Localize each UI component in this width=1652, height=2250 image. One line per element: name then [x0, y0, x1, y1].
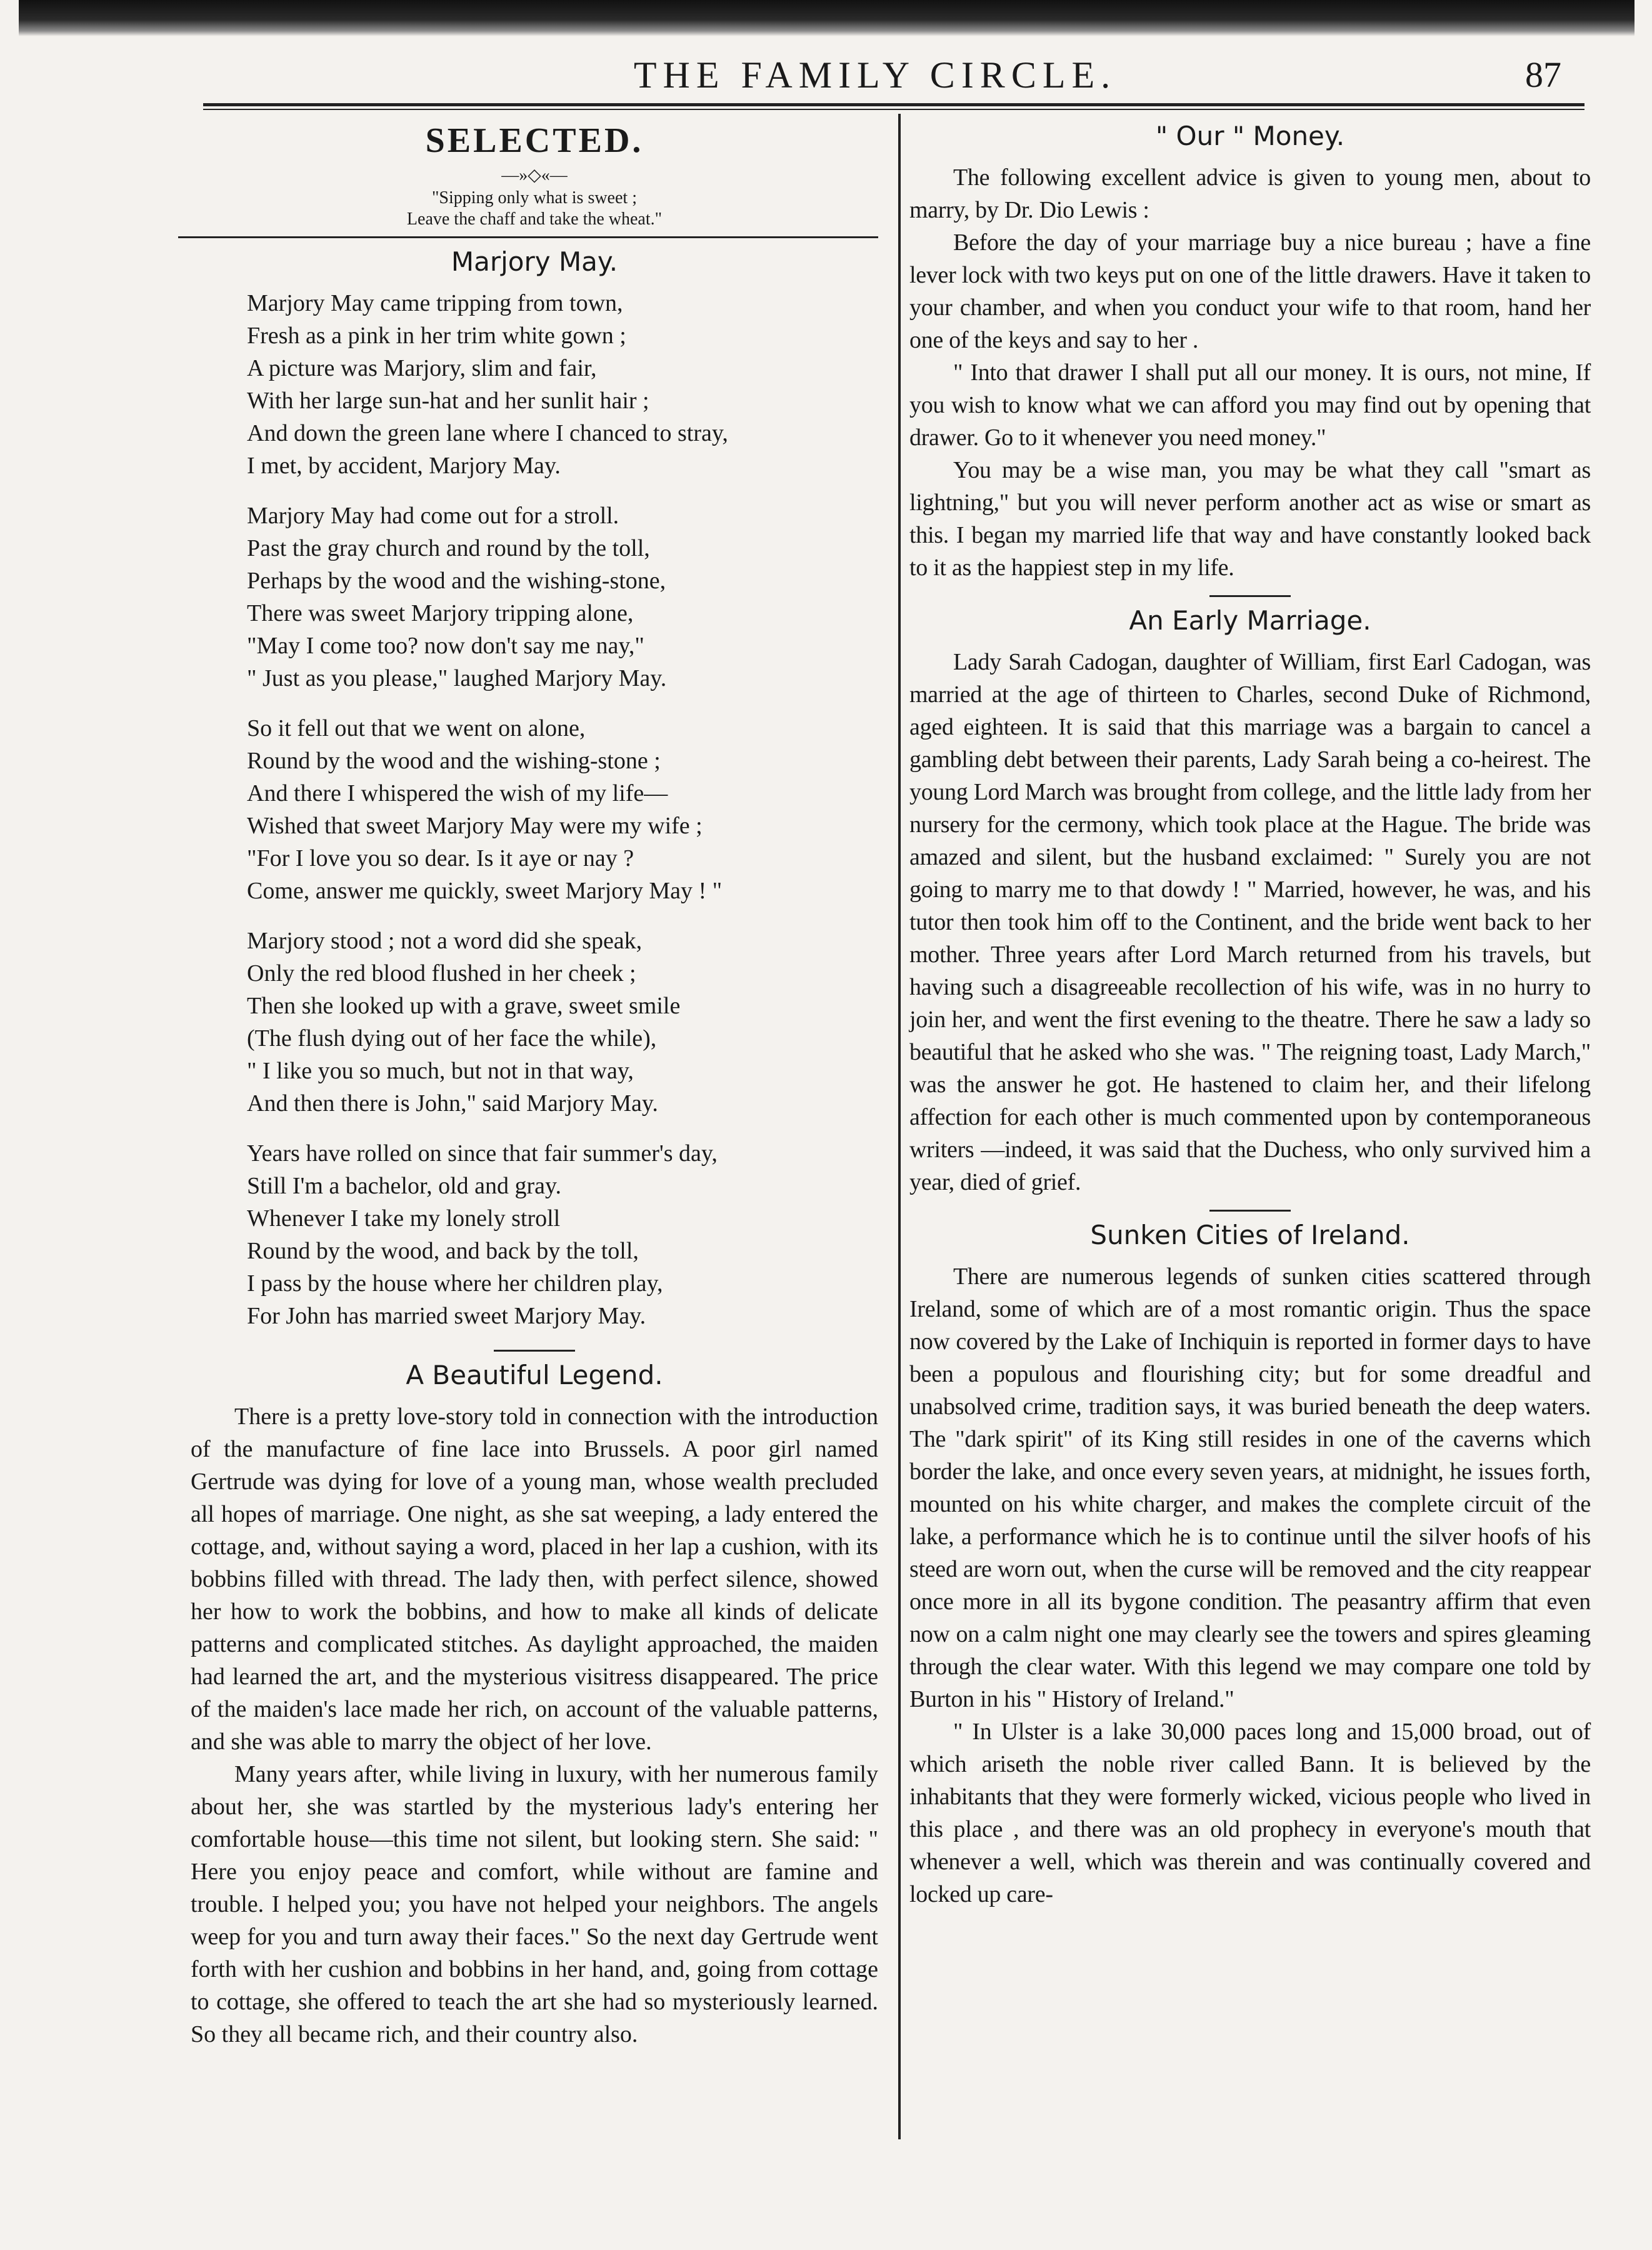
legend-body [191, 1400, 878, 2051]
running-title: THE FAMILY CIRCLE. [633, 54, 1117, 96]
marriage-body [909, 646, 1591, 1198]
poem-line: And then there is John," said Marjory May. [247, 1090, 658, 1117]
paragraph: There are numerous legends of sunken cities scattered through Ireland, some of which are of a most romantic origin. Thus the space now covered by the Lake of Inchiquin is reported in former days to have been a populous and flourishing city; but for some dreadful and unabsolved crime, tradition says, it was buried beneath the deep waters. The "dark spirit" of its King still resides in one of the caverns which border the lake, and once every seven years, at midnight, he issues forth, mounted on his white charger, and makes the complete circuit of the lake, a performance which he is to continue until the silver hoofs of his steed are worn out, when the curse will be removed and the city reappear once more in all its bygone condition. The peasantry affirm that even now on a calm night one may clearly see the towers and spires gleaming through the clear water. With this legend we may compare one told by Burton in his " History of Ireland." [909, 1263, 1591, 1712]
motto [191, 188, 878, 230]
marriage-title: An Early Marriage. [1129, 605, 1371, 636]
paragraph: " In Ulster is a lake 30,000 paces long and 15,000 broad, out of which ariseth the noble river called Bann. It is believed by the inhabitants that they were formerly wicked, vicious people who lived in this place , and there was an old prophecy in everyone's mouth that whenever a well, which was therein and was continually covered and locked up care- [909, 1719, 1591, 1907]
stanza [247, 712, 878, 907]
paragraph: Lady Sarah Cadogan, daughter of William, first Earl Cadogan, was married at the age of thirteen to Charles, second Duke of Richmond, aged eighteen. It is said that this marriage was a bargain to cancel a gambling debt between their parents, Lady Sarah being a co-heirest. The young Lord March was brought from college, and the little lady from her nursery for the cermony, which took place at the Hague. The bride was amazed and silent, but the husband exclaimed: " Surely you are not going to marry me to that dowdy ! " Married, however, he was, and his tutor then took him off to the Continent, and the bride went back to her mother. Three years after Lord March returned from his travels, but having such a disagreeable recollection of his wife, was in no hurry to join her, and went the first evening to the theatre. There he saw a lady so beautiful that he asked who she was. " The reigning toast, Lady March," was the answer he got. He hastened to claim her, and their lifelong affection for each other is much commented upon by contemporaneous writers —indeed, it was said that the Duchess, who only survived him a year, died of grief. [909, 649, 1591, 1195]
poem-line: There was sweet Marjory tripping alone, [247, 600, 634, 626]
sunken-body [909, 1260, 1591, 1911]
poem-title: Marjory May. [451, 246, 618, 277]
poem-line: So it fell out that we went on alone, [247, 715, 586, 741]
poem-line: Marjory stood ; not a word did she speak, [247, 928, 643, 954]
article-divider [1209, 595, 1291, 597]
poem [247, 287, 878, 1332]
section-heading: SELECTED. [425, 121, 644, 160]
poem-line: Years have rolled on since that fair summer's day, [247, 1140, 718, 1167]
poem-line: With her large sun-hat and her sunlit hair ; [247, 388, 649, 414]
poem-line: I met, by accident, Marjory May. [247, 453, 561, 479]
poem-line: A picture was Marjory, slim and fair, [247, 355, 597, 381]
right-column [909, 119, 1591, 1911]
poem-line: Past the gray church and round by the toll, [247, 535, 650, 561]
stanza [247, 287, 878, 482]
stanza [247, 925, 878, 1120]
stanza [247, 1137, 878, 1332]
poem-line: Wished that sweet Marjory May were my wife ; [247, 813, 703, 839]
poem-line: Fresh as a pink in her trim white gown ; [247, 323, 626, 349]
header-rule [203, 103, 1584, 106]
header-rule-thin [203, 109, 1584, 110]
poem-line: Only the red blood flushed in her cheek ; [247, 960, 636, 987]
ornament: —»◇«— [501, 166, 568, 185]
stanza [247, 500, 878, 695]
paragraph: Before the day of your marriage buy a nice bureau ; have a fine lever lock with two keys put on one of the little drawers. Have it taken to your chamber, and when you conduct your wife to that room, hand her one of the keys and say to her . [909, 229, 1591, 353]
paragraph: The following excellent advice is given to young men, about to marry, by Dr. Dio Lewis : [909, 164, 1591, 223]
poem-line: Still I'm a bachelor, old and gray. [247, 1173, 562, 1199]
money-body [909, 161, 1591, 584]
poem-line: "For I love you so dear. Is it aye or nay ? [247, 845, 634, 871]
poem-line: "May I come too? now don't say me nay," [247, 633, 644, 659]
poem-line: Round by the wood, and back by the toll, [247, 1238, 639, 1264]
poem-line: Whenever I take my lonely stroll [247, 1205, 561, 1232]
paragraph: You may be a wise man, you may be what they call "smart as lightning," but you will never perform another act as wise or smart as this. I began my married life that way and have constantly looked back to it as the happiest step in my life. [909, 457, 1591, 581]
poem-line: Round by the wood and the wishing-stone ; [247, 748, 661, 774]
poem-line: Then she looked up with a grave, sweet smile [247, 993, 681, 1019]
poem-line: For John has married sweet Marjory May. [247, 1303, 646, 1329]
poem-line: " I like you so much, but not in that way, [247, 1058, 634, 1084]
poem-line: (The flush dying out of her face the while), [247, 1025, 657, 1052]
left-column [191, 119, 878, 2051]
page-number: 87 [1525, 54, 1561, 95]
paragraph: Many years after, while living in luxury, with her numerous family about her, she was startled by the mysterious lady's entering her comfortable house—this time not silent, but looking stern. She said: " Here you enjoy peace and comfort, while without are famine and trouble. I helped you; you have not helped your neighbors. The angels weep for you and turn away their faces." So the next day Gertrude went forth with her cushion and bobbins in her hand, and, going from cottage to cottage, she offered to teach the art she had so mysteriously learned. So they all became rich, and their country also. [191, 1761, 878, 2047]
article-divider [494, 1350, 575, 1352]
scan-top-band [19, 0, 1634, 36]
paragraph: There is a pretty love-story told in connection with the introduction of the manufacture of fine lace into Brussels. A poor girl named Gertrude was dying for love of a young man, whose wealth precluded all hopes of marriage. One night, as she sat weeping, a lady entered the cottage, and, without saying a word, placed in her lap a cushion, with its bobbins filled with thread. The lady then, with perfect silence, showed her how to work the bobbins, and how to make all kinds of delicate patterns and complicated stitches. As daylight approached, the maiden had learned the art, and the mysterious visitress disappeared. The price of the maiden's lace made her rich, on account of the valuable patterns, and she was able to marry the object of her love. [191, 1404, 878, 1755]
poem-line: Come, answer me quickly, sweet Marjory May ! " [247, 878, 723, 904]
poem-line: Perhaps by the wood and the wishing-stone, [247, 568, 666, 594]
poem-line: Marjory May came tripping from town, [247, 290, 623, 316]
motto-line: Leave the chaff and take the wheat." [406, 209, 663, 229]
paragraph: " Into that drawer I shall put all our money. It is ours, not mine, If you wish to know what we can afford you may find out by opening that drawer. Go to it whenever you need money." [909, 359, 1591, 451]
poem-line: " Just as you please," laughed Marjory May. [247, 665, 667, 691]
money-title: " Our " Money. [1155, 121, 1345, 151]
poem-line: And there I whispered the wish of my life— [247, 780, 668, 806]
sunken-title: Sunken Cities of Ireland. [1090, 1220, 1410, 1250]
poem-line: Marjory May had come out for a stroll. [247, 503, 619, 529]
poem-line: I pass by the house where her children play, [247, 1270, 663, 1297]
section-rule [178, 236, 878, 238]
article-divider [1209, 1210, 1291, 1212]
column-divider [898, 114, 901, 2139]
legend-title: A Beautiful Legend. [406, 1360, 663, 1390]
motto-line: "Sipping only what is sweet ; [432, 188, 637, 208]
poem-line: And down the green lane where I chanced to stray, [247, 420, 728, 446]
